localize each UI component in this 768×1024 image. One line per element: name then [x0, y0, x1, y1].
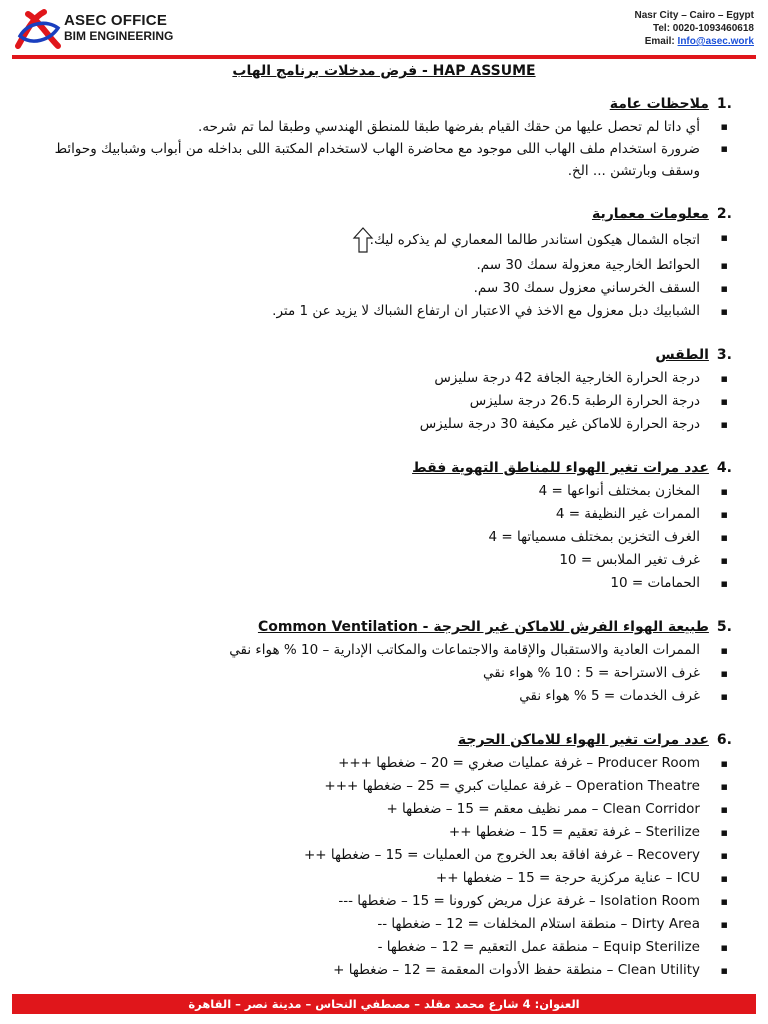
list-item — [20, 226, 700, 254]
email-line — [635, 35, 754, 48]
list-item — [20, 662, 700, 685]
list-item-text: الممرات العادية والاستقبال والإقامة والاجتماعات والمكاتب الإدارية – 10 % هواء نقي — [229, 642, 700, 658]
list-item-text: السقف الخرساني معزول سمك 30 سم. — [473, 280, 700, 296]
list-item — [20, 277, 700, 300]
list-item-text: غرف الاستراحة = 5 : 10 % هواء نقي — [483, 665, 700, 681]
section-title: عدد مرات تغير الهواء للاماكن الحرجة — [457, 732, 709, 748]
list-item-text: Equip Sterilize – منطقة عمل التعقيم = 12 – ضغطها - — [377, 939, 700, 955]
section-number: .6 — [716, 732, 732, 748]
list-item — [20, 549, 700, 572]
list-item — [20, 913, 700, 936]
section-title: عدد مرات تغير الهواء للمناطق التهوية فقط — [412, 460, 709, 476]
list-item-text: أي داتا لم تحصل عليها من حقك القيام بفرضها طبقا للمنطق الهندسي وطبقا لما تم شرحه. — [198, 119, 700, 135]
list-item-text: Dirty Area – منطقة استلام المخلفات = 12 – ضغطها -- — [377, 916, 700, 932]
list-item-text: الممرات غير النظيفة = 4 — [555, 506, 700, 522]
section-heading — [20, 457, 732, 479]
list-item — [20, 890, 700, 913]
section-heading — [20, 616, 732, 638]
list-item — [20, 844, 700, 867]
list-item-text: الغرف التخزين بمختلف مسمياتها = 4 — [488, 529, 700, 545]
list-item-text: Clean Corridor – ممر نظيف معقم = 15 – ضغطها + — [386, 801, 700, 817]
bullet-list — [20, 752, 732, 982]
section-heading — [20, 203, 732, 225]
email-label: Email: — [644, 36, 678, 47]
address-line: Nasr City – Cairo – Egypt — [634, 10, 754, 21]
list-item — [20, 775, 700, 798]
list-item-text: المخازن بمختلف أنواعها = 4 — [538, 483, 700, 499]
company-name: ASEC OFFICE — [64, 12, 168, 29]
bullet-list — [20, 116, 732, 182]
list-item-text: Sterilize – غرفة تعقيم = 15 – ضغطها ++ — [448, 824, 700, 840]
list-item — [20, 936, 700, 959]
asec-logo-icon — [14, 6, 62, 52]
section-2 — [20, 203, 732, 323]
section-1 — [20, 93, 732, 182]
bullet-list — [20, 226, 732, 323]
list-item — [20, 752, 700, 775]
phone-line: Tel: 0020-1093460618 — [652, 23, 754, 34]
list-item — [20, 413, 700, 436]
list-item — [20, 959, 700, 982]
list-item-text: Producer Room – غرفة عمليات صغري = 20 – ضغطها +++ — [338, 755, 700, 771]
section-title: ملاحظات عامة — [609, 96, 709, 112]
list-item — [20, 572, 700, 595]
list-item-text: الحوائط الخارجية معزولة سمك 30 سم. — [476, 257, 700, 273]
list-item — [20, 254, 700, 277]
list-item — [20, 867, 700, 890]
section-5 — [20, 616, 732, 708]
list-item — [20, 480, 700, 503]
list-item — [20, 367, 700, 390]
section-number: .1 — [716, 96, 732, 112]
section-heading — [20, 729, 732, 751]
section-title: طبيعة الهواء الفرش للاماكن غير الحرجة - Common Ventilation — [257, 619, 709, 635]
contact-block — [635, 9, 754, 48]
section-4 — [20, 457, 732, 595]
email-link[interactable]: Info@asec.work — [677, 36, 754, 47]
page-header — [0, 0, 768, 60]
brand-block — [64, 12, 173, 44]
bullet-list — [20, 639, 732, 708]
bullet-list — [20, 367, 732, 436]
list-item-text: درجة الحرارة للاماكن غير مكيفة 30 درجة سليزس — [419, 416, 700, 432]
bullet-list — [20, 480, 732, 595]
list-item — [20, 639, 700, 662]
list-item-text: اتجاه الشمال هيكون استاندر طالما المعماري لم يذكره ليك. — [369, 232, 700, 248]
division-name: BIM ENGINEERING — [64, 29, 174, 43]
list-item-text: Clean Utility – منطقة حفظ الأدوات المعقمة = 12 – ضغطها + — [333, 962, 700, 978]
list-item — [20, 300, 700, 323]
list-item-text: غرف تغير الملابس = 10 — [559, 552, 700, 568]
list-item — [20, 503, 700, 526]
section-title: الطقس — [655, 347, 709, 363]
footer-address-bar: العنوان: 4 شارع محمد مقلد – مصطفي النحاس – مدينة نصر – القاهرة — [12, 994, 756, 1014]
list-item-text: الحمامات = 10 — [610, 575, 700, 591]
section-number: .3 — [716, 347, 732, 363]
list-item — [20, 821, 700, 844]
section-6 — [20, 729, 732, 982]
document-body — [20, 93, 732, 1003]
section-3 — [20, 344, 732, 436]
list-item-text: ICU – عناية مركزية حرجة = 15 – ضغطها ++ — [435, 870, 700, 886]
list-item — [20, 798, 700, 821]
list-item-text: غرف الخدمات = 5 % هواء نقي — [519, 688, 700, 704]
section-number: .5 — [716, 619, 732, 635]
document-title-text: فرض مدخلات برنامج الهاب - HAP ASSUME — [232, 63, 536, 79]
section-heading — [20, 344, 732, 366]
list-item-text: ضرورة استخدام ملف الهاب اللى موجود مع محاضرة الهاب لاستخدام المكتبة اللى بداخله من أبواب وشبابيك وحوائط وسقف وبارتشن ... الخ. — [54, 141, 700, 179]
list-item — [20, 685, 700, 708]
document-title — [0, 63, 768, 79]
list-item-text: درجة الحرارة الخارجية الجافة 42 درجة سليزس — [434, 370, 700, 386]
section-title: معلومات معمارية — [591, 206, 709, 222]
list-item-text: Operation Theatre – غرفة عمليات كبري = 25 – ضغطها +++ — [324, 778, 700, 794]
header-divider — [12, 55, 756, 59]
section-number: .4 — [716, 460, 732, 476]
list-item — [20, 138, 700, 182]
list-item-text: Isolation Room – غرفة عزل مريض كورونا = 15 – ضغطها --- — [338, 893, 700, 909]
list-item — [20, 116, 700, 138]
list-item-text: Recovery – غرفة افاقة بعد الخروج من العمليات = 15 – ضغطها ++ — [304, 847, 700, 863]
list-item-text: الشبابيك دبل معزول مع الاخذ في الاعتبار ان ارتفاع الشباك لا يزيد عن 1 متر. — [272, 303, 700, 319]
section-number: .2 — [716, 206, 732, 222]
section-heading — [20, 93, 732, 115]
list-item-text: درجة الحرارة الرطبة 26.5 درجة سليزس — [469, 393, 700, 409]
list-item — [20, 390, 700, 413]
list-item — [20, 526, 700, 549]
